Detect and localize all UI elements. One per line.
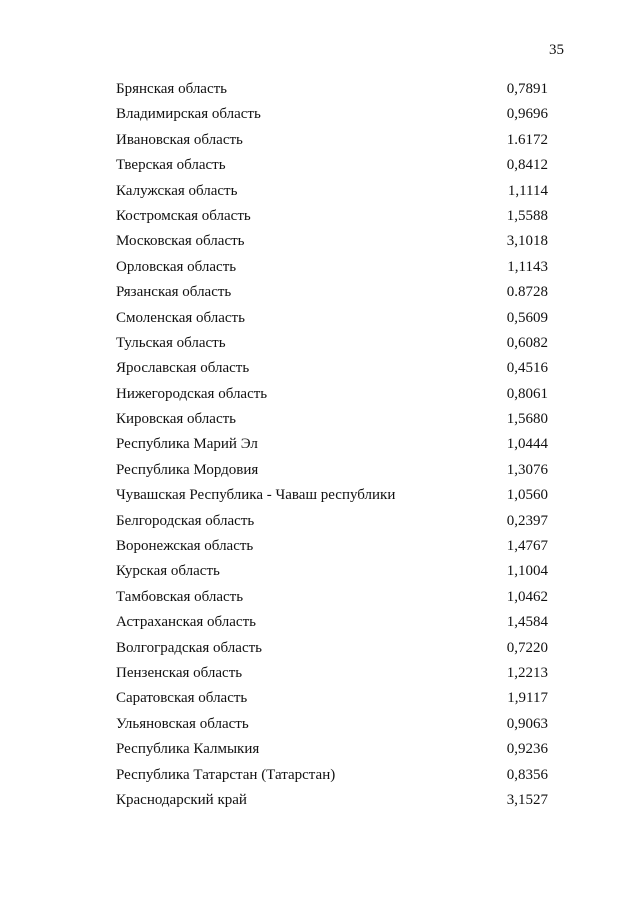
table-row — [0, 155, 640, 180]
table-row — [0, 587, 640, 612]
region-name: Брянская область — [116, 81, 228, 97]
table-row — [0, 460, 640, 485]
region-name: Тамбовская область — [116, 588, 244, 605]
coefficient-value: 0,6082 — [506, 334, 548, 351]
table-row — [0, 409, 640, 434]
table-row — [0, 511, 640, 536]
coefficient-value: 0,9696 — [506, 106, 548, 123]
coefficient-value: 1.6172 — [506, 131, 548, 148]
region-name: Пензенская область — [116, 664, 243, 681]
region-name: Белгородская область — [116, 512, 255, 529]
coefficient-value: 1,0444 — [506, 436, 548, 453]
region-name: Республика Татарстан (Татарстан) — [116, 766, 336, 783]
region-name: Ярославская область — [116, 360, 250, 377]
table-row — [0, 434, 640, 459]
table-row — [0, 181, 640, 206]
region-name: Орловская область — [116, 258, 237, 275]
coefficient-value: 1,1004 — [506, 563, 548, 580]
region-name: Саратовская область — [116, 690, 248, 707]
coefficient-value: 0,8412 — [506, 157, 548, 174]
coefficient-value: 0,2397 — [506, 512, 548, 529]
coefficient-value: 1,5588 — [506, 207, 548, 224]
region-name: Республика Мордовия — [116, 461, 259, 478]
region-name: Ульяновская область — [116, 715, 249, 732]
page-number: 35 — [549, 42, 564, 58]
coefficient-value: 1,2213 — [506, 664, 548, 681]
table-row — [0, 104, 640, 129]
table-row — [0, 765, 640, 790]
coefficient-value: 0,9236 — [506, 741, 548, 758]
region-name: Республика Калмыкия — [116, 741, 260, 758]
table-row — [0, 790, 640, 815]
table-row — [0, 612, 640, 637]
region-name: Астраханская область — [116, 614, 256, 631]
table-row — [0, 536, 640, 561]
table-row — [0, 485, 640, 510]
region-name: Курская область — [116, 563, 220, 580]
region-name: Кировская область — [116, 411, 237, 428]
table-row — [0, 130, 640, 155]
coefficient-value: 1,0462 — [506, 588, 548, 605]
coefficient-value: 1,9117 — [507, 690, 548, 707]
region-name: Краснодарский край — [116, 791, 247, 808]
region-name: Костромская область — [116, 207, 251, 224]
table-row — [0, 638, 640, 663]
coefficient-value: 1,4584 — [506, 614, 548, 631]
coefficient-value: 1,0560 — [506, 487, 548, 504]
coefficient-value: 3,1527 — [506, 791, 548, 808]
region-name: Чувашская Республика - Чаваш республики — [116, 487, 396, 504]
table-row — [0, 714, 640, 739]
coefficient-value: 1,1114 — [507, 182, 548, 199]
coefficient-value: 0,9063 — [506, 715, 548, 732]
table-row — [0, 384, 640, 409]
region-name: Тульская область — [116, 334, 226, 351]
coefficient-value: 0,7220 — [506, 639, 548, 656]
region-name: Калужская область — [116, 182, 238, 199]
coefficient-value: 0,5609 — [506, 309, 548, 326]
region-name: Московская область — [116, 233, 245, 250]
table-row — [0, 688, 640, 713]
table-row — [0, 282, 640, 307]
region-name: Рязанская область — [116, 284, 232, 301]
table-row — [0, 333, 640, 358]
table-row — [0, 231, 640, 256]
region-name: Ивановская область — [116, 131, 243, 148]
region-name: Волгоградская область — [116, 639, 262, 656]
coefficient-value: 1,3076 — [506, 461, 548, 478]
table-row — [0, 663, 640, 688]
region-name: Воронежская область — [116, 538, 254, 555]
table-row — [0, 257, 640, 282]
table-row — [0, 79, 640, 104]
coefficient-value: 0,7891 — [506, 81, 548, 97]
table-row — [0, 308, 640, 333]
table-row — [0, 561, 640, 586]
table-row — [0, 739, 640, 764]
coefficient-value: 0,8061 — [506, 385, 548, 402]
coefficient-value: 0.8728 — [506, 284, 548, 301]
coefficient-value: 3,1018 — [506, 233, 548, 250]
region-value-list — [0, 79, 640, 815]
region-name: Владимирская область — [116, 106, 261, 123]
region-name: Нижегородская область — [116, 385, 268, 402]
coefficient-value: 0,8356 — [506, 766, 548, 783]
table-row — [0, 358, 640, 383]
coefficient-value: 1,4767 — [506, 538, 548, 555]
table-row — [0, 206, 640, 231]
coefficient-value: 1,5680 — [506, 411, 548, 428]
region-name: Смоленская область — [116, 309, 245, 326]
region-name: Тверская область — [116, 157, 226, 174]
coefficient-value: 0,4516 — [506, 360, 548, 377]
coefficient-value: 1,1143 — [507, 258, 548, 275]
region-name: Республика Марий Эл — [116, 436, 258, 453]
